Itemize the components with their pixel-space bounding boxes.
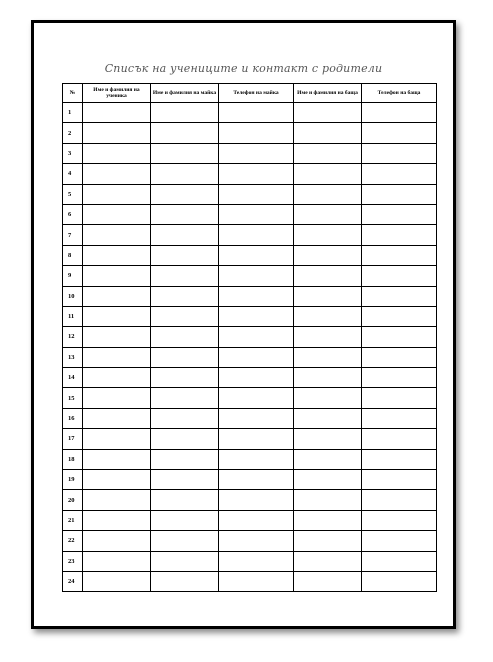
row-number: 17 (63, 429, 83, 449)
table-body (63, 103, 437, 592)
father-phone-cell[interactable] (362, 490, 437, 510)
student-name-cell[interactable] (83, 143, 151, 163)
father-name-cell[interactable] (294, 347, 362, 367)
father-phone-cell[interactable] (362, 204, 437, 224)
mother-phone-cell[interactable] (219, 510, 294, 530)
student-name-cell[interactable] (83, 245, 151, 265)
mother-phone-cell[interactable] (219, 327, 294, 347)
row-number: 23 (63, 551, 83, 571)
father-name-cell[interactable] (294, 306, 362, 326)
father-phone-cell[interactable] (362, 388, 437, 408)
table-row (63, 347, 437, 367)
mother-name-cell[interactable] (151, 103, 219, 123)
mother-phone-cell[interactable] (219, 164, 294, 184)
mother-name-cell[interactable] (151, 510, 219, 530)
row-number: 7 (63, 225, 83, 245)
table-row (63, 429, 437, 449)
row-number: 21 (63, 510, 83, 530)
table-row (63, 103, 437, 123)
row-number: 3 (63, 143, 83, 163)
father-phone-cell[interactable] (362, 103, 437, 123)
mother-phone-cell[interactable] (219, 123, 294, 143)
father-name-cell[interactable] (294, 388, 362, 408)
row-number: 4 (63, 164, 83, 184)
header-mother-name: Име и фамилия на майка (151, 84, 219, 103)
header-number: № (63, 84, 83, 103)
row-number: 1 (63, 103, 83, 123)
father-phone-cell[interactable] (362, 266, 437, 286)
student-name-cell[interactable] (83, 571, 151, 591)
father-phone-cell[interactable] (362, 429, 437, 449)
student-name-cell[interactable] (83, 286, 151, 306)
row-number: 10 (63, 286, 83, 306)
row-number: 8 (63, 245, 83, 265)
row-number: 11 (63, 306, 83, 326)
row-number: 24 (63, 571, 83, 591)
mother-name-cell[interactable] (151, 123, 219, 143)
student-name-cell[interactable] (83, 204, 151, 224)
table-row (63, 204, 437, 224)
mother-name-cell[interactable] (151, 204, 219, 224)
row-number: 14 (63, 368, 83, 388)
row-number: 2 (63, 123, 83, 143)
mother-phone-cell[interactable] (219, 143, 294, 163)
father-name-cell[interactable] (294, 204, 362, 224)
student-name-cell[interactable] (83, 551, 151, 571)
mother-name-cell[interactable] (151, 429, 219, 449)
father-phone-cell[interactable] (362, 551, 437, 571)
father-phone-cell[interactable] (362, 225, 437, 245)
student-name-cell[interactable] (83, 123, 151, 143)
row-number: 18 (63, 449, 83, 469)
father-phone-cell[interactable] (362, 123, 437, 143)
table-row (63, 449, 437, 469)
student-name-cell[interactable] (83, 164, 151, 184)
table-row (63, 123, 437, 143)
mother-name-cell[interactable] (151, 551, 219, 571)
mother-name-cell[interactable] (151, 449, 219, 469)
mother-phone-cell[interactable] (219, 225, 294, 245)
table-row (63, 143, 437, 163)
mother-name-cell[interactable] (151, 327, 219, 347)
mother-name-cell[interactable] (151, 490, 219, 510)
father-name-cell[interactable] (294, 123, 362, 143)
row-number: 13 (63, 347, 83, 367)
table-row (63, 490, 437, 510)
father-name-cell[interactable] (294, 225, 362, 245)
mother-phone-cell[interactable] (219, 429, 294, 449)
mother-phone-cell[interactable] (219, 388, 294, 408)
father-phone-cell[interactable] (362, 408, 437, 428)
father-name-cell[interactable] (294, 143, 362, 163)
student-name-cell[interactable] (83, 388, 151, 408)
mother-phone-cell[interactable] (219, 184, 294, 204)
student-name-cell[interactable] (83, 103, 151, 123)
mother-phone-cell[interactable] (219, 470, 294, 490)
father-phone-cell[interactable] (362, 327, 437, 347)
mother-phone-cell[interactable] (219, 490, 294, 510)
mother-name-cell[interactable] (151, 368, 219, 388)
mother-name-cell[interactable] (151, 388, 219, 408)
student-name-cell[interactable] (83, 347, 151, 367)
father-name-cell[interactable] (294, 449, 362, 469)
father-phone-cell[interactable] (362, 347, 437, 367)
father-name-cell[interactable] (294, 184, 362, 204)
student-name-cell[interactable] (83, 429, 151, 449)
father-name-cell[interactable] (294, 470, 362, 490)
student-name-cell[interactable] (83, 327, 151, 347)
father-phone-cell[interactable] (362, 449, 437, 469)
student-name-cell[interactable] (83, 408, 151, 428)
header-mother-phone: Телефон на майка (219, 84, 294, 103)
father-name-cell[interactable] (294, 327, 362, 347)
father-name-cell[interactable] (294, 490, 362, 510)
father-phone-cell[interactable] (362, 510, 437, 530)
mother-name-cell[interactable] (151, 408, 219, 428)
mother-name-cell[interactable] (151, 245, 219, 265)
table-row (63, 327, 437, 347)
student-name-cell[interactable] (83, 470, 151, 490)
table-row (63, 368, 437, 388)
mother-name-cell[interactable] (151, 164, 219, 184)
mother-phone-cell[interactable] (219, 531, 294, 551)
mother-name-cell[interactable] (151, 470, 219, 490)
mother-name-cell[interactable] (151, 184, 219, 204)
table-row (63, 470, 437, 490)
table-row (63, 184, 437, 204)
father-phone-cell[interactable] (362, 531, 437, 551)
mother-name-cell[interactable] (151, 347, 219, 367)
mother-phone-cell[interactable] (219, 449, 294, 469)
mother-phone-cell[interactable] (219, 551, 294, 571)
row-number: 15 (63, 388, 83, 408)
father-name-cell[interactable] (294, 551, 362, 571)
student-name-cell[interactable] (83, 531, 151, 551)
mother-name-cell[interactable] (151, 306, 219, 326)
mother-name-cell[interactable] (151, 286, 219, 306)
row-number: 16 (63, 408, 83, 428)
father-name-cell[interactable] (294, 266, 362, 286)
father-name-cell[interactable] (294, 164, 362, 184)
mother-phone-cell[interactable] (219, 306, 294, 326)
father-name-cell[interactable] (294, 531, 362, 551)
row-number: 9 (63, 266, 83, 286)
mother-phone-cell[interactable] (219, 245, 294, 265)
mother-name-cell[interactable] (151, 143, 219, 163)
student-name-cell[interactable] (83, 510, 151, 530)
table-row (63, 551, 437, 571)
father-name-cell[interactable] (294, 408, 362, 428)
father-phone-cell[interactable] (362, 306, 437, 326)
mother-phone-cell[interactable] (219, 204, 294, 224)
mother-name-cell[interactable] (151, 531, 219, 551)
father-phone-cell[interactable] (362, 368, 437, 388)
student-name-cell[interactable] (83, 449, 151, 469)
father-name-cell[interactable] (294, 368, 362, 388)
father-name-cell[interactable] (294, 429, 362, 449)
father-phone-cell[interactable] (362, 286, 437, 306)
father-phone-cell[interactable] (362, 143, 437, 163)
father-phone-cell[interactable] (362, 184, 437, 204)
table-row (63, 225, 437, 245)
student-name-cell[interactable] (83, 368, 151, 388)
father-name-cell[interactable] (294, 103, 362, 123)
row-number: 5 (63, 184, 83, 204)
father-phone-cell[interactable] (362, 470, 437, 490)
student-name-cell[interactable] (83, 490, 151, 510)
mother-name-cell[interactable] (151, 225, 219, 245)
student-name-cell[interactable] (83, 306, 151, 326)
father-phone-cell[interactable] (362, 571, 437, 591)
student-contact-table (62, 83, 437, 592)
mother-phone-cell[interactable] (219, 347, 294, 367)
table-row (63, 266, 437, 286)
table-header-row (63, 84, 437, 103)
table-row (63, 571, 437, 591)
row-number: 19 (63, 470, 83, 490)
document-title: Списък на учениците и контакт с родители (104, 62, 383, 75)
table-row (63, 388, 437, 408)
row-number: 20 (63, 490, 83, 510)
table-row (63, 164, 437, 184)
row-number: 6 (63, 204, 83, 224)
table-row (63, 286, 437, 306)
table-row (63, 531, 437, 551)
mother-phone-cell[interactable] (219, 266, 294, 286)
table-row (63, 510, 437, 530)
table-row (63, 306, 437, 326)
student-name-cell[interactable] (83, 184, 151, 204)
father-phone-cell[interactable] (362, 164, 437, 184)
mother-phone-cell[interactable] (219, 408, 294, 428)
table-row (63, 245, 437, 265)
table-row (63, 408, 437, 428)
mother-name-cell[interactable] (151, 571, 219, 591)
father-name-cell[interactable] (294, 510, 362, 530)
row-number: 22 (63, 531, 83, 551)
document-page (31, 20, 456, 629)
header-father-name: Име и фамилия на баща (294, 84, 362, 103)
student-name-cell[interactable] (83, 266, 151, 286)
father-name-cell[interactable] (294, 571, 362, 591)
header-student-name: Име и фамилия на ученика (83, 84, 151, 103)
father-phone-cell[interactable] (362, 245, 437, 265)
mother-name-cell[interactable] (151, 266, 219, 286)
mother-phone-cell[interactable] (219, 571, 294, 591)
father-name-cell[interactable] (294, 245, 362, 265)
father-name-cell[interactable] (294, 286, 362, 306)
mother-phone-cell[interactable] (219, 368, 294, 388)
student-name-cell[interactable] (83, 225, 151, 245)
row-number: 12 (63, 327, 83, 347)
mother-phone-cell[interactable] (219, 103, 294, 123)
mother-phone-cell[interactable] (219, 286, 294, 306)
header-father-phone: Телефон на баща (362, 84, 437, 103)
